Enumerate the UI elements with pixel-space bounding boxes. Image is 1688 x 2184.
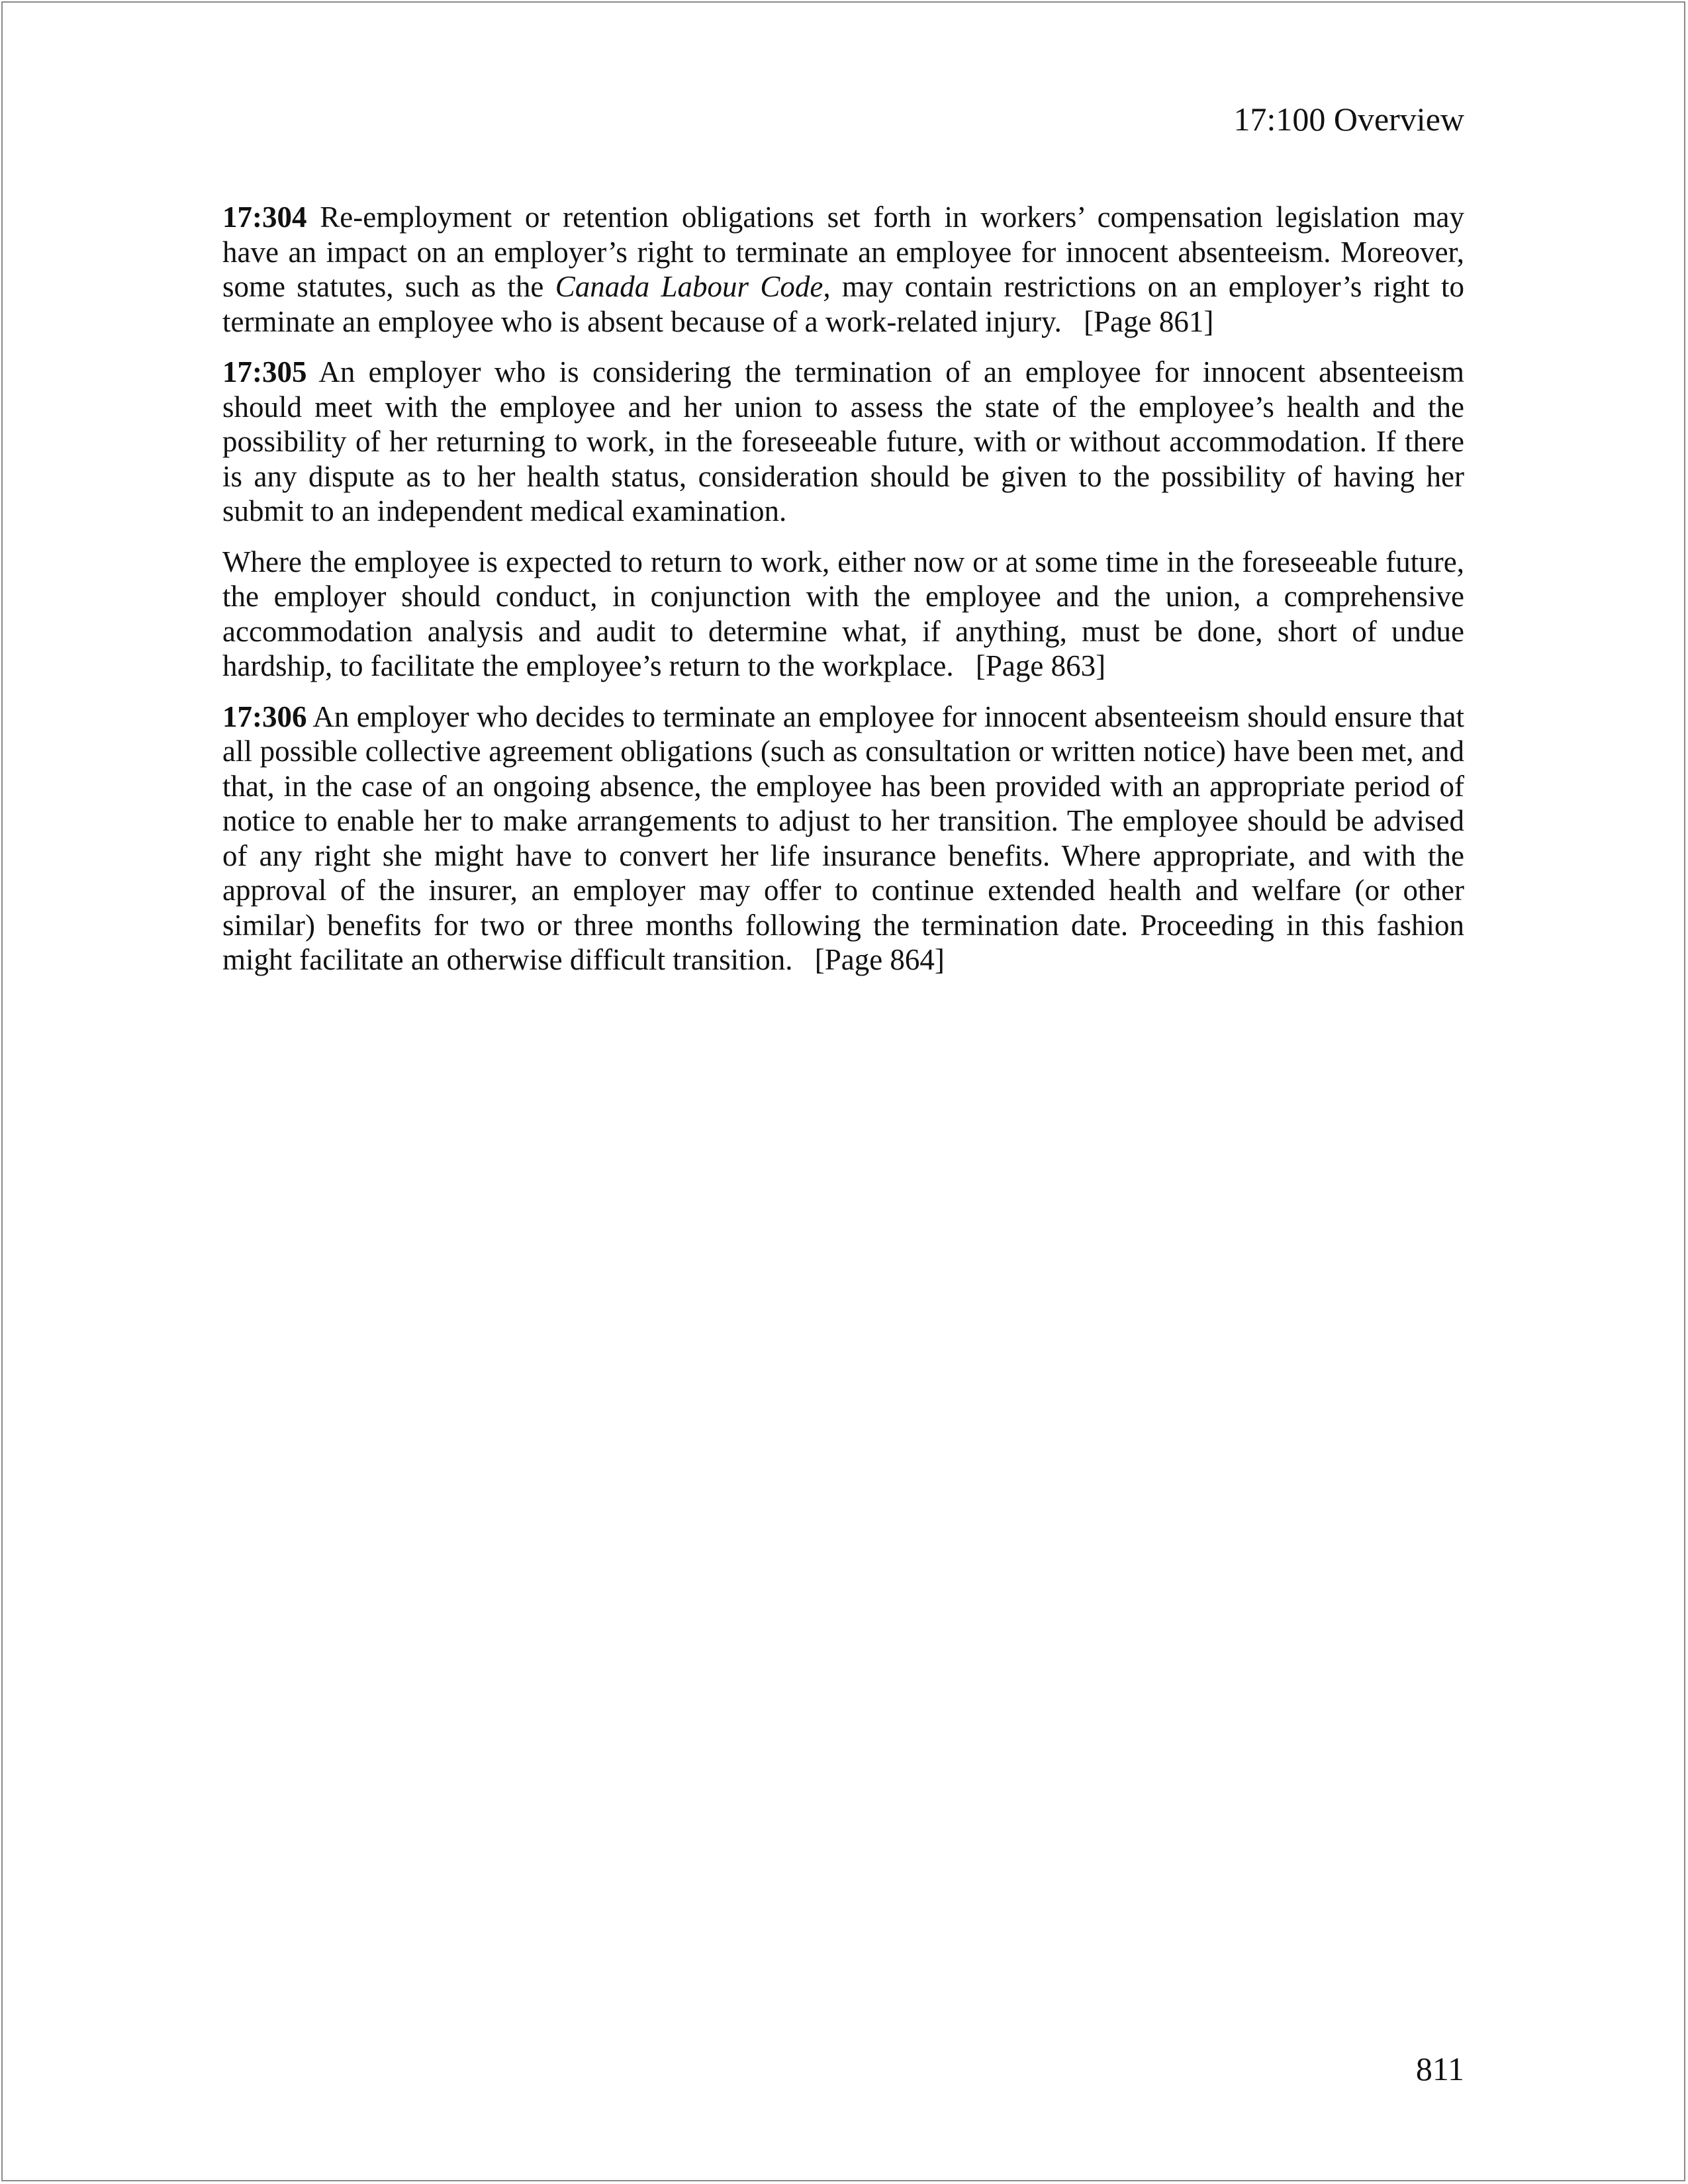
document-body [222,200,1464,993]
paragraph-17-304 [222,200,1464,339]
paragraph-17-305 [222,355,1464,529]
paragraph-number: 17:304 [222,201,307,234]
paragraph-text: An employer who is considering the termination of an employee for innocent absenteeism should meet with the employee and her union to assess the state of the employee’s health and the possibility of her returning to work, in the foreseeable future, with or without accommodation. If there is any dispute as to her health status, consideration should be given to the possibility of having her submit to an independent medical examination. [222,355,1464,527]
paragraph-number: 17:305 [222,355,307,388]
paragraph-text: Where the employee is expected to return to work, either now or at some time in the foreseeable future, the employer should conduct, in conjunction with the employee and the union, a comprehensive accommodation analysis and audit to determine what, if anything, must be done, short of undue hardship, to facilitate the employee’s return to the workplace. [222,545,1464,682]
page-reference: [Page 864] [814,943,945,976]
paragraph-text: An employer who decides to terminate an employee for innocent absenteeism should ensure that all possible collective agreement obligations (such as consultation or written notice) have been met, and that, in the case of an ongoing absence, the employee has been provided with an appropriate period of notice to enable her to make arrangements to adjust to her transition. The employee should be advised of any right she might have to convert her life insurance benefits. Where appropriate, and with the approval of the insurer, an employer may offer to continue extended health and welfare (or other similar) benefits for two or three months following the termination date. Proceeding in this fashion might facilitate an otherwise difficult transition. [222,700,1464,976]
page-reference: [Page 861] [1084,304,1214,338]
page-reference: [Page 863] [975,649,1106,682]
paragraph-text: Re-employment or retention obligations set forth in workers’ compensation legislation may have an impact on an employer’s right to terminate an employee for innocent absenteeism. Moreover, some statutes, such as the [222,201,1465,303]
paragraph-17-306 [222,700,1464,978]
paragraph-text: may contain restrictions on an employer’s right to terminate an employee who is absent because of a work-related injury. [222,270,1465,338]
running-head: 17:100 Overview [1233,101,1464,138]
statute-title: Canada Labour Code, [555,270,831,303]
paragraph-number: 17:306 [222,700,307,733]
paragraph-17-305-continued [222,545,1464,684]
page-number: 811 [1415,2050,1464,2087]
